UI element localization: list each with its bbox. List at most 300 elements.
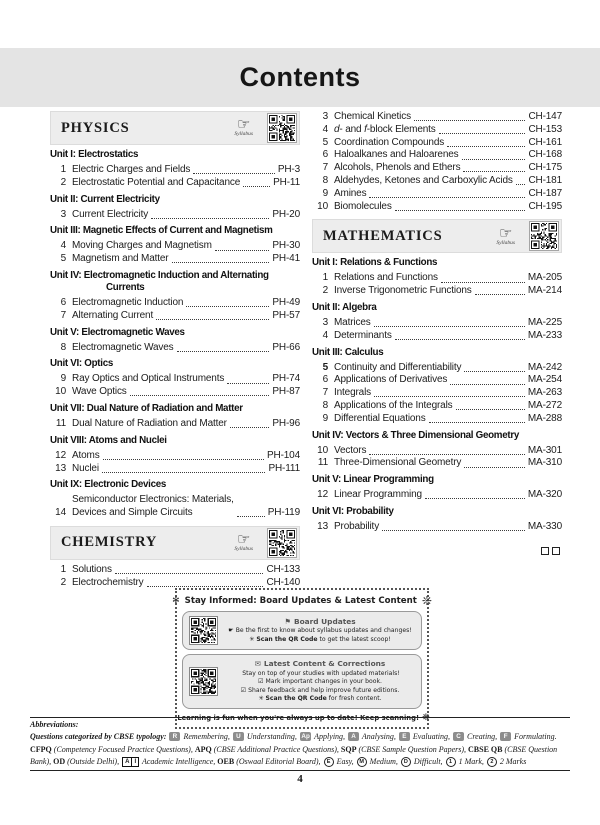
- dot-leader: [156, 319, 269, 320]
- circled-marker: E: [324, 757, 334, 767]
- chapter-title: Applications of the Integrals: [334, 399, 453, 411]
- chapter-title: Relations and Functions: [334, 272, 438, 284]
- page-ref: PH-66: [272, 341, 300, 353]
- stay-informed-title: Stay Informed: Board Updates & Latest Content: [184, 596, 417, 606]
- card-line-bold: Scan the QR Code: [265, 695, 327, 703]
- chapter-number: 6: [322, 374, 328, 386]
- unit-heading: Unit IX: Electronic Devices: [50, 479, 167, 491]
- chapter-title: Differential Equations: [334, 412, 426, 424]
- chapter-number: 8: [322, 174, 328, 186]
- page-ref: MA-254: [527, 374, 562, 386]
- abbr-desc: (Competency Focused Practice Questions),: [51, 745, 195, 754]
- chapter-title: Vectors: [334, 444, 367, 456]
- dot-leader: [475, 294, 525, 295]
- page-ref: MA-301: [527, 444, 562, 456]
- dot-leader: [395, 210, 526, 211]
- chapter-number: 11: [317, 457, 328, 469]
- chapter-title: Alcohols, Phenols and Ethers: [334, 162, 461, 174]
- dot-leader: [243, 186, 270, 187]
- square-mark: [541, 547, 549, 555]
- abbreviations-legend: [30, 744, 570, 767]
- toc-row-chapter: [312, 111, 562, 124]
- dot-leader: [516, 184, 526, 185]
- chapter-number: 14: [55, 507, 66, 519]
- page-ref: CH-133: [266, 563, 300, 575]
- dot-leader: [115, 573, 264, 574]
- page-ref: PH-30: [272, 240, 300, 252]
- unit-heading: Unit III: Magnetic Effects of Current and Magnetism: [50, 225, 273, 237]
- abbr-desc: Academic Intelligence,: [140, 756, 218, 766]
- dot-leader: [215, 250, 270, 251]
- dot-leader: [463, 171, 525, 172]
- card-line-text: to get the latest scoop!: [317, 635, 391, 643]
- board-updates-body: [225, 617, 415, 645]
- dot-leader: [439, 133, 526, 134]
- card-line: [225, 687, 415, 696]
- qr-code: [267, 528, 297, 558]
- abbr-desc: Easy,: [334, 756, 356, 766]
- chapter-title: Ray Optics and Optical Instruments: [72, 373, 225, 385]
- toc-row-chapter: [312, 124, 562, 137]
- chapter-title: Electrostatic Potential and Capacitance: [72, 176, 241, 188]
- chapter-number: 1: [60, 164, 66, 175]
- dot-leader: [374, 396, 525, 397]
- abbr-term: CFPQ: [30, 745, 52, 754]
- card-line-bold: Scan the QR Code: [256, 635, 318, 643]
- toc-row-chapter: [50, 494, 300, 520]
- toc-row-chapter: [312, 521, 562, 534]
- dot-leader: [462, 159, 526, 160]
- chapter-title: Dual Nature of Radiation and Matter: [72, 417, 227, 429]
- page-ref: CH-153: [528, 123, 562, 135]
- latest-content-body: [225, 659, 415, 704]
- toc-row-chapter: [50, 373, 300, 386]
- toc-row-chapter: [312, 445, 562, 458]
- sparkle-icon: ✻: [172, 596, 180, 606]
- chapter-number: 8: [60, 341, 66, 353]
- chapter-title: Biomolecules: [334, 200, 392, 212]
- dot-leader: [425, 498, 525, 499]
- unit-heading: Unit VI: Probability: [312, 505, 394, 517]
- unit-heading: Unit I: Relations & Functions: [312, 257, 438, 269]
- dot-leader: [130, 395, 270, 396]
- chapter-number: 7: [322, 387, 328, 399]
- card-line: [225, 627, 415, 636]
- toc-row-chapter: [50, 310, 300, 323]
- dot-leader: [177, 351, 270, 352]
- page-ref: CH-175: [528, 162, 562, 174]
- card-line: [225, 678, 415, 687]
- end-of-contents-mark: [312, 542, 562, 560]
- star-icon: ✳: [249, 635, 255, 643]
- section-title: PHYSICS: [61, 119, 130, 136]
- syllabus-label: Syllabus: [496, 239, 515, 246]
- chapter-number: 7: [322, 162, 328, 174]
- abbr-term: OEB: [217, 756, 235, 766]
- chapter-number: 11: [55, 417, 66, 429]
- toc-row-chapter: [50, 342, 300, 355]
- ai-cell: I: [134, 759, 137, 765]
- qr-code: [189, 667, 218, 696]
- qr-code: [529, 221, 559, 251]
- checkbox-icon: ☑: [258, 678, 264, 686]
- toc-row-chapter: [312, 330, 562, 343]
- chapter-number: 10: [55, 386, 66, 398]
- chapter-title: Haloalkanes and Haloarenes: [334, 149, 459, 161]
- chapter-title: Current Electricity: [72, 208, 149, 220]
- chapter-number: 4: [322, 123, 328, 135]
- card-line: [225, 636, 415, 645]
- unit-heading: Unit V: Electromagnetic Waves: [50, 326, 185, 338]
- dot-leader: [230, 427, 270, 428]
- chapter-number: 3: [60, 208, 66, 220]
- card-heading: [225, 617, 415, 626]
- chapter-number: 12: [55, 449, 66, 461]
- unit-heading: Unit I: Electrostatics: [50, 149, 139, 160]
- typology-label: Creating,: [465, 731, 500, 741]
- toc-row-chapter: [312, 149, 562, 162]
- page-ref: MA-263: [527, 387, 562, 399]
- syllabus-label: Syllabus: [234, 546, 253, 553]
- chapter-number: 8: [322, 399, 328, 411]
- page-ref: PH-20: [272, 208, 300, 220]
- dot-leader: [441, 282, 525, 283]
- chapter-number: 7: [60, 309, 66, 321]
- circled-marker: M: [357, 757, 367, 767]
- section-header-physics: [50, 111, 300, 145]
- section-header-mathematics: [312, 219, 562, 253]
- chapter-number: 10: [317, 444, 328, 456]
- dot-leader: [456, 409, 525, 410]
- dot-leader: [374, 326, 525, 327]
- toc-row-chapter: [312, 400, 562, 413]
- toc-row-chapter: [312, 457, 562, 470]
- typology-label: Remembering,: [181, 731, 232, 741]
- section-title: MATHEMATICS: [323, 227, 443, 244]
- typology-badge: A: [348, 732, 359, 741]
- table-of-contents: [50, 111, 562, 590]
- page-ref: CH-168: [528, 149, 562, 161]
- chapter-title: Inverse Trigonometric Functions: [334, 285, 472, 297]
- typology-badge: F: [500, 732, 511, 741]
- card-line: [225, 695, 415, 704]
- page-ref: CH-140: [266, 576, 300, 588]
- toc-row-chapter: [312, 201, 562, 214]
- dot-leader: [382, 530, 525, 531]
- chapter-title: Magnetism and Matter: [72, 253, 169, 265]
- card-line-text: for fresh content.: [326, 695, 382, 703]
- card-title: Latest Content & Corrections: [263, 659, 386, 668]
- syllabus-link: [234, 118, 253, 138]
- page-ref: PH-57: [272, 309, 300, 321]
- toc-row-chapter: [50, 164, 300, 177]
- unit-heading: Unit VII: Dual Nature of Radiation and Matter: [50, 402, 243, 414]
- chapter-number: 1: [60, 563, 66, 575]
- card-line-text: Be the first to know about syllabus updates and changes!: [235, 627, 412, 635]
- syllabus-link: [496, 224, 515, 247]
- page-footer: [30, 717, 570, 785]
- abbr-term: SQP: [340, 745, 357, 754]
- latest-content-card: [182, 654, 422, 709]
- chapter-title: Coordination Compounds: [334, 136, 445, 148]
- chapter-number: 9: [60, 373, 66, 385]
- abbreviations-label: Abbreviations:: [30, 720, 79, 729]
- toc-column-left: [50, 111, 300, 590]
- page-ref: PH-49: [272, 296, 300, 308]
- chapter-title: d- and f-block Elements: [334, 123, 436, 135]
- stay-informed-panel: [172, 588, 432, 729]
- dot-leader: [450, 384, 525, 385]
- abbr-term: APQ: [194, 745, 212, 754]
- unit-heading: Unit VI: Optics: [50, 358, 113, 370]
- dot-leader: [464, 467, 525, 468]
- unit-heading: Unit V: Linear Programming: [312, 474, 434, 486]
- abbr-desc: 2 Marks: [497, 756, 527, 766]
- typology-legend: [30, 731, 570, 742]
- dot-leader: [395, 339, 525, 340]
- firework-icon: ❊: [421, 594, 432, 608]
- dot-leader: [193, 173, 275, 174]
- circled-marker: D: [401, 757, 411, 767]
- chapter-number: 2: [322, 285, 328, 297]
- board-updates-card: [182, 611, 422, 650]
- dot-leader: [369, 197, 525, 198]
- abbr-desc: (CBSE Additional Practice Questions),: [211, 745, 341, 754]
- page-ref: MA-242: [527, 361, 562, 373]
- abbr-desc: 1 Mark,: [456, 756, 486, 766]
- circled-marker: 1: [446, 757, 456, 767]
- documents-icon: ✉: [254, 659, 261, 668]
- page-ref: PH-74: [272, 373, 300, 385]
- chapter-title: Solutions: [72, 563, 112, 575]
- card-line-text: Mark important changes in your book.: [265, 678, 382, 686]
- page-ref: MA-330: [527, 520, 562, 532]
- chapter-title: Moving Charges and Magnetism: [72, 240, 212, 252]
- abbr-desc: Medium,: [367, 756, 400, 766]
- typology-label: Understanding,: [244, 731, 299, 741]
- page-ref: PH-11: [273, 176, 300, 188]
- chapter-number: 12: [317, 489, 328, 501]
- chapter-number: 10: [317, 200, 328, 212]
- unit-heading: Unit III: Calculus: [312, 346, 384, 358]
- unit-heading: Unit VIII: Atoms and Nuclei: [50, 434, 167, 446]
- stay-informed-footer-text: Learning is fun when you're always up to date! Keep scanning!: [177, 713, 420, 722]
- toc-row-chapter: [50, 253, 300, 266]
- toc-row-chapter: [50, 209, 300, 222]
- abbr-desc: (CBSE Sample Question Papers),: [356, 745, 469, 754]
- chapter-number: 6: [322, 149, 328, 161]
- typology-badge: U: [233, 732, 244, 741]
- page-ref: MA-320: [527, 489, 562, 501]
- dot-leader: [227, 383, 269, 384]
- card-line-text: Share feedback and help improve future editions.: [248, 686, 400, 694]
- typology-badge: R: [169, 732, 180, 741]
- toc-row-chapter: [312, 175, 562, 188]
- page-ref: PH-3: [277, 164, 300, 175]
- unit-heading: Unit II: Algebra: [312, 301, 377, 313]
- square-mark: [552, 547, 560, 555]
- toc-row-chapter: [312, 362, 562, 375]
- chapter-title: Probability: [334, 520, 380, 532]
- pointing-hand-icon: ☞: [236, 116, 251, 134]
- chapter-number: 3: [322, 111, 328, 122]
- toc-row-chapter: [50, 297, 300, 310]
- chapter-title: Linear Programming: [334, 489, 422, 501]
- unit-heading: Unit IV: Electromagnetic Induction and Alternating Currents: [50, 269, 269, 293]
- chapter-title: Three-Dimensional Geometry: [334, 457, 462, 469]
- chapter-number: 9: [322, 412, 328, 424]
- chapter-title: Applications of Derivatives: [334, 374, 448, 386]
- chapter-title: Chemical Kinetics: [334, 111, 411, 122]
- chapter-title: Electric Charges and Fields: [72, 164, 191, 175]
- sparkle-icon: ❋: [422, 712, 430, 723]
- toc-row-chapter: [50, 463, 300, 476]
- toc-row-chapter: [312, 188, 562, 201]
- toc-row-chapter: [50, 418, 300, 431]
- chapter-number: 6: [60, 296, 66, 308]
- toc-row-chapter: [312, 413, 562, 426]
- pointing-hand-icon: ☞: [498, 224, 513, 242]
- toc-row-chapter: [312, 489, 562, 502]
- dot-leader: [103, 459, 264, 460]
- card-title: Board Updates: [293, 616, 356, 626]
- abbr-desc: (Outside Delhi),: [65, 756, 122, 766]
- page-ref: MA-214: [527, 285, 562, 297]
- card-heading: [225, 659, 415, 668]
- chapter-title: Electromagnetic Induction: [72, 296, 184, 308]
- toc-column-right: [312, 111, 562, 590]
- chapter-title: Continuity and Differentiability: [334, 361, 462, 373]
- chapter-title: Amines: [334, 187, 367, 199]
- abbr-term: OD: [53, 756, 66, 766]
- page-ref: CH-181: [528, 174, 562, 186]
- typology-badge: E: [399, 732, 410, 741]
- typology-label: Applying,: [312, 731, 348, 741]
- pointing-hand-icon: ☛: [228, 627, 234, 635]
- toc-row-chapter: [312, 374, 562, 387]
- chapter-number: 2: [60, 576, 66, 588]
- syllabus-link: [234, 533, 253, 553]
- abbr-desc: (CBSE Question Bank),: [30, 745, 558, 766]
- chapter-number: 2: [60, 176, 66, 188]
- page-ref: CH-147: [528, 111, 562, 122]
- chapter-number: 13: [55, 462, 66, 474]
- card-line: [225, 670, 415, 679]
- dot-leader: [147, 586, 264, 587]
- qr-code: [189, 616, 218, 645]
- syllabus-label: Syllabus: [234, 131, 253, 138]
- unit-heading: Unit II: Current Electricity: [50, 193, 160, 205]
- toc-row-chapter: [312, 137, 562, 150]
- circled-marker: 2: [487, 757, 497, 767]
- toc-row-chapter: [50, 450, 300, 463]
- typology-label: Formulating.: [512, 731, 557, 741]
- page-ref: PH-111: [268, 462, 300, 474]
- page-ref: PH-96: [272, 417, 300, 429]
- unit-heading: Unit IV: Vectors & Three Dimensional Geometry: [312, 429, 519, 441]
- toc-row-chapter: [50, 177, 300, 190]
- chapter-title: Electromagnetic Waves: [72, 341, 174, 353]
- chapter-number: 4: [60, 240, 66, 252]
- page-ref: MA-310: [527, 457, 562, 469]
- dot-leader: [237, 516, 265, 517]
- chapter-number: 3: [322, 316, 328, 328]
- typology-intro: Questions categorized by CBSE typology:: [30, 731, 169, 741]
- typology-label: Analysing,: [360, 731, 398, 741]
- chapter-title: Matrices: [334, 316, 371, 328]
- dot-leader: [464, 371, 525, 372]
- toc-row-chapter: [312, 387, 562, 400]
- chapter-number: 13: [317, 520, 328, 532]
- card-line-text: Stay on top of your studies with updated materials!: [242, 669, 400, 677]
- page-ref: PH-104: [266, 449, 300, 461]
- academic-intelligence-badge: [122, 757, 139, 767]
- page-ref: CH-195: [528, 200, 562, 212]
- page-number: 4: [297, 773, 303, 785]
- chapter-title: Aldehydes, Ketones and Carboxylic Acids: [334, 174, 513, 186]
- typology-label: Evaluating,: [410, 731, 453, 741]
- chapter-number: 5: [60, 253, 66, 265]
- chapter-title: Atoms: [72, 449, 100, 461]
- section-title: CHEMISTRY: [61, 534, 158, 551]
- toc-row-chapter: [312, 272, 562, 285]
- ai-cell: A: [123, 758, 132, 766]
- page-ref: MA-205: [527, 272, 562, 284]
- page-ref: CH-161: [528, 136, 562, 148]
- page-ref: MA-272: [527, 399, 562, 411]
- dot-leader: [429, 422, 525, 423]
- checkbox-icon: ☑: [240, 686, 247, 694]
- section-header-chemistry: [50, 526, 300, 560]
- star-icon: ✳: [258, 695, 264, 703]
- chapter-title: Electrochemistry: [72, 576, 144, 588]
- chapter-number: 4: [322, 329, 328, 341]
- chapter-title: Determinants: [334, 329, 392, 341]
- chapter-title: Integrals: [334, 387, 372, 399]
- chapter-number: 5: [322, 136, 328, 148]
- page-ref: PH-41: [272, 253, 300, 265]
- dot-leader: [414, 120, 526, 121]
- chapter-number: 9: [322, 187, 328, 199]
- abbr-desc: Difficult,: [411, 756, 445, 766]
- typology-badge: Ap: [301, 732, 310, 740]
- abbr-desc: (Oswaal Editorial Board),: [234, 756, 323, 766]
- dot-leader: [369, 454, 525, 455]
- page-ref: MA-225: [527, 316, 562, 328]
- page-title: Contents: [239, 62, 361, 92]
- toc-row-chapter: [50, 240, 300, 253]
- chapter-number: 1: [322, 272, 328, 284]
- typology-badge: C: [453, 732, 464, 741]
- page-ref: PH-87: [272, 386, 300, 398]
- toc-row-chapter: [312, 285, 562, 298]
- dot-leader: [447, 146, 525, 147]
- stay-informed-header: [172, 594, 432, 608]
- abbr-term: CBSE QB: [468, 745, 503, 754]
- toc-row-chapter: [312, 317, 562, 330]
- dot-leader: [172, 262, 270, 263]
- dot-leader: [151, 218, 269, 219]
- page-title-band: [0, 48, 600, 107]
- chapter-title: Wave Optics: [72, 386, 127, 398]
- page-ref: MA-233: [527, 329, 562, 341]
- chapter-title: Semiconductor Electronics: Materials, Devices and Simple Circuits: [72, 494, 234, 519]
- toc-row-chapter: [50, 564, 300, 577]
- page-ref: MA-288: [527, 412, 562, 424]
- dot-leader: [102, 472, 266, 473]
- pointing-hand-icon: ☞: [236, 531, 251, 549]
- chapter-title: Alternating Current: [72, 309, 154, 321]
